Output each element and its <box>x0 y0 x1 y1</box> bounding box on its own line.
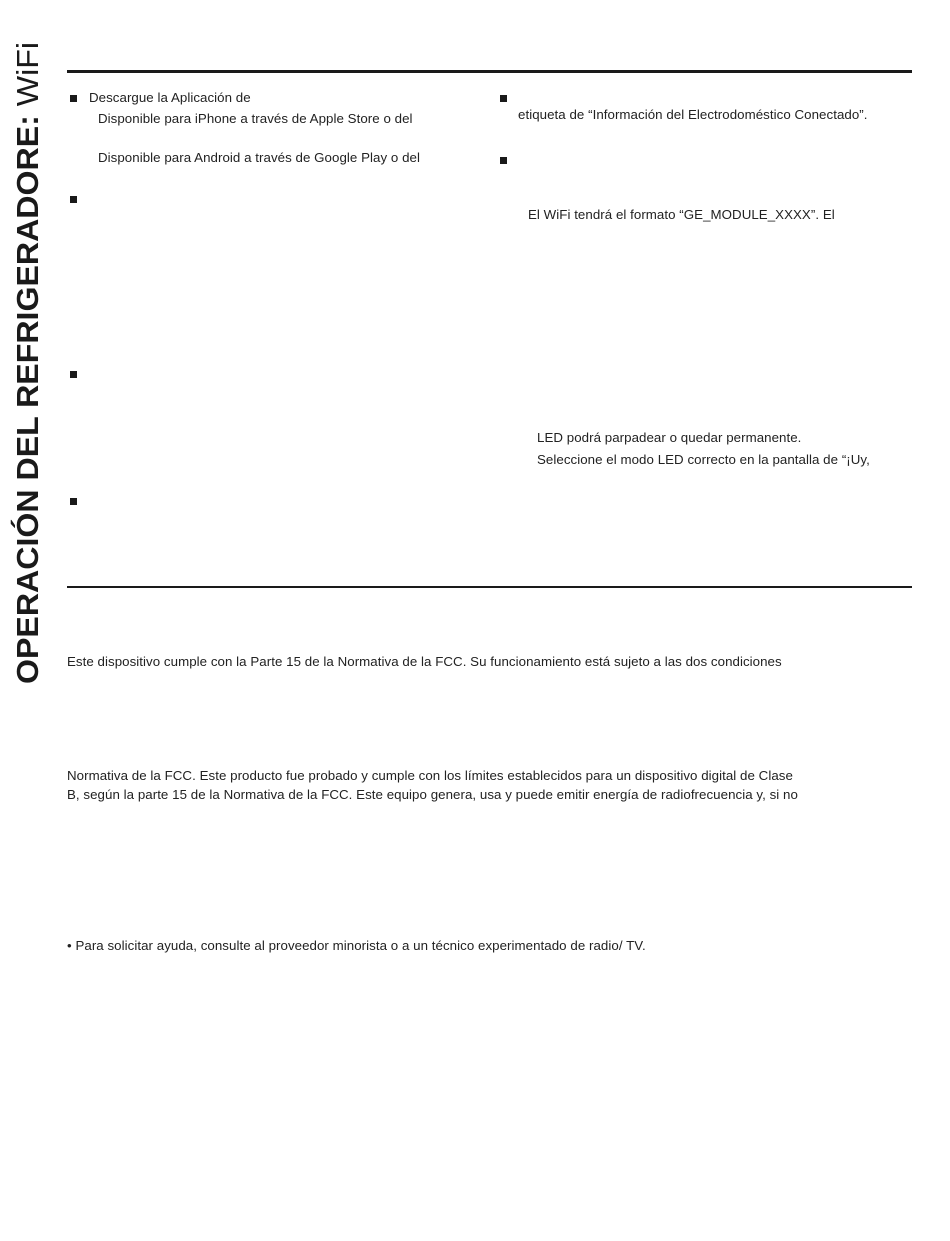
bullet-left-1 <box>70 95 77 102</box>
bullet-left-4 <box>70 498 77 505</box>
right-item2-line3: Seleccione el modo LED correcto en la pantalla de “¡Uy, <box>537 452 870 467</box>
section-title-bold: OPERACIÓN DEL REFRIGERADORE: <box>10 135 45 684</box>
svg-text:OPERACIÓN DEL REFRIGERADORE: W <box>10 42 45 684</box>
right-item2-line1: El WiFi tendrá el formato “GE_MODULE_XXXX”. El <box>528 207 835 222</box>
fcc-paragraph-1: Este dispositivo cumple con la Parte 15 de la Normativa de la FCC. Su funcionamiento está sujeto a las dos condiciones <box>67 654 782 669</box>
top-rule <box>67 70 912 73</box>
left-item1-line2: Disponible para iPhone a través de Apple Store o del <box>98 111 413 126</box>
section-title <box>10 36 48 688</box>
middle-rule <box>67 586 912 588</box>
bullet-left-2 <box>70 196 77 203</box>
right-item1-text: etiqueta de “Información del Electrodoméstico Conectado”. <box>518 107 868 122</box>
bullet-left-3 <box>70 371 77 378</box>
fcc-paragraph-2-line2: B, según la parte 15 de la Normativa de la FCC. Este equipo genera, usa y puede emitir energía de radiofrecuencia y, si no <box>67 787 798 802</box>
fcc-paragraph-2-line1: Normativa de la FCC. Este producto fue probado y cumple con los límites establecidos para un dispositivo digital de Clase <box>67 768 793 783</box>
left-item1-line3: Disponible para Android a través de Google Play o del <box>98 150 420 165</box>
left-item1-text: Descargue la Aplicación de <box>89 90 251 105</box>
section-title-light: WiFi <box>10 44 45 116</box>
bullet-right-1 <box>500 95 507 102</box>
fcc-help-bullet: • Para solicitar ayuda, consulte al proveedor minorista o a un técnico experimentado de radio/ TV. <box>67 938 646 953</box>
right-item2-line2: LED podrá parpadear o quedar permanente. <box>537 430 802 445</box>
bullet-right-2 <box>500 157 507 164</box>
